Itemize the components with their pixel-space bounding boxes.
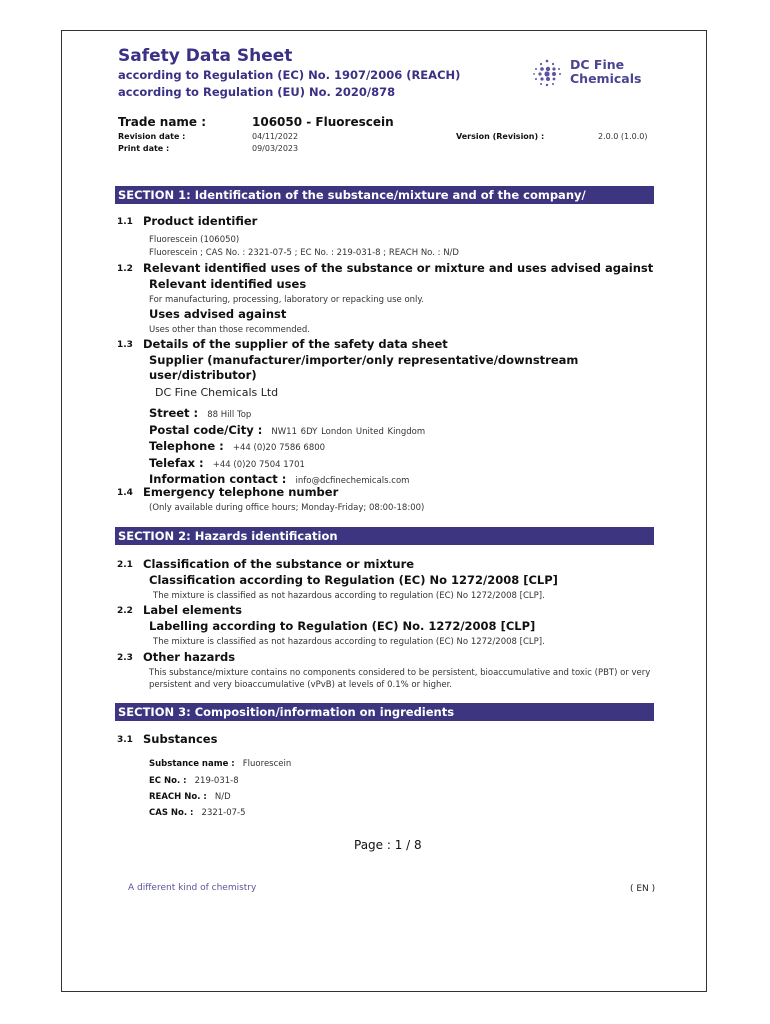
information-contact-email[interactable]: info@dcfinechemicals.com: [295, 476, 410, 486]
print-date-label: Print date :: [118, 144, 170, 153]
logo-line-2: Chemicals: [570, 71, 642, 86]
regulation-reach: according to Regulation (EC) No. 1907/2006 (REACH): [118, 68, 461, 82]
product-identifier-line-1: Fluorescein (106050): [149, 235, 240, 245]
regulation-eu: according to Regulation (EU) No. 2020/878: [118, 85, 396, 99]
supplier-company-name: DC Fine Chemicals Ltd: [155, 386, 279, 399]
identified-uses-heading: Relevant identified uses: [149, 277, 307, 291]
other-hazards-text-line-2: persistent and very bioaccumulative (vPvB) at levels of 0.1% or higher.: [149, 680, 452, 690]
classification-clp-text: The mixture is classified as not hazardous according to regulation (EC) No 1272/2008 [CLP].: [153, 591, 545, 601]
telefax-value: +44 (0)20 7504 1701: [212, 460, 305, 470]
information-contact-label: Information contact :: [149, 472, 287, 486]
identified-uses-text: For manufacturing, processing, laboratory or repacking use only.: [149, 295, 424, 305]
section-1-4-number: 1.4: [117, 488, 133, 498]
section-1-2-title: Relevant identified uses of the substance or mixture and uses advised against: [143, 261, 654, 275]
reach-number-label: REACH No. :: [149, 792, 207, 802]
section-1-3-number: 1.3: [117, 340, 133, 350]
trade-name-value: 106050 - Fluorescein: [252, 115, 394, 129]
revision-date-label: Revision date :: [118, 132, 186, 141]
document-title: Safety Data Sheet: [118, 46, 293, 66]
labelling-clp-heading: Labelling according to Regulation (EC) No. 1272/2008 [CLP]: [149, 619, 536, 633]
telefax-label: Telefax :: [149, 456, 204, 470]
substance-name-value: Fluorescein: [242, 759, 292, 769]
section-1-1-title: Product identifier: [143, 214, 258, 228]
uses-advised-against-text: Uses other than those recommended.: [149, 325, 310, 335]
section-2-2-number: 2.2: [117, 606, 133, 616]
postal-value: NW11 6DY London United Kingdom: [271, 427, 426, 437]
product-identifier-line-2: Fluorescein ; CAS No. : 2321-07-5 ; EC No. : 219-031-8 ; REACH No. : N/D: [149, 248, 459, 258]
reach-number-value: N/D: [214, 792, 231, 802]
supplier-heading-line-1: Supplier (manufacturer/importer/only representative/downstream: [149, 353, 579, 367]
revision-date-value: 04/11/2022: [252, 132, 299, 141]
section-2-header: SECTION 2: Hazards identification: [115, 527, 654, 545]
section-3-1-title: Substances: [143, 732, 218, 746]
version-value: 2.0.0 (1.0.0): [598, 132, 648, 141]
street-value: 88 Hill Top: [207, 410, 252, 420]
section-2-2-title: Label elements: [143, 603, 242, 617]
section-3-1-number: 3.1: [117, 735, 133, 745]
cas-number-value: 2321-07-5: [201, 808, 246, 818]
logo-line-1: DC Fine: [570, 57, 625, 72]
telephone-value: +44 (0)20 7586 6800: [232, 443, 326, 453]
print-date-value: 09/03/2023: [252, 144, 299, 153]
section-1-header: SECTION 1: Identification of the substance/mixture and of the company/ undertaking: [115, 186, 654, 204]
other-hazards-text-line-1: This substance/mixture contains no components considered to be persistent, bioaccumulative and toxic (PBT) or very: [149, 668, 651, 678]
section-3-header: SECTION 3: Composition/information on ingredients: [115, 703, 654, 721]
section-2-1-title: Classification of the substance or mixture: [143, 557, 415, 571]
section-2-3-title: Other hazards: [143, 650, 236, 664]
molecule-dots-icon: [532, 58, 562, 88]
telephone-label: Telephone :: [149, 439, 224, 453]
version-label: Version (Revision) :: [456, 132, 545, 141]
page-number: Page : 1 / 8: [354, 838, 422, 852]
emergency-hours-text: (Only available during office hours; Monday-Friday; 08:00-18:00): [149, 503, 425, 513]
cas-number-row: [149, 800, 246, 819]
cas-number-label: CAS No. :: [149, 808, 194, 818]
company-logo: [532, 56, 644, 90]
supplier-heading-line-2: user/distributor): [149, 368, 257, 382]
classification-clp-heading: Classification according to Regulation (EC) No 1272/2008 [CLP]: [149, 573, 558, 587]
section-1-3-title: Details of the supplier of the safety data sheet: [143, 337, 448, 351]
section-2-3-number: 2.3: [117, 653, 133, 663]
trade-name-label: Trade name :: [118, 115, 207, 129]
section-2-1-number: 2.1: [117, 560, 133, 570]
substance-name-label: Substance name :: [149, 759, 235, 769]
section-1-1-number: 1.1: [117, 217, 133, 227]
footer-tagline: A different kind of chemistry: [128, 883, 257, 893]
section-1-2-number: 1.2: [117, 264, 133, 274]
uses-advised-against-heading: Uses advised against: [149, 307, 287, 321]
street-label: Street :: [149, 406, 199, 420]
footer-language: ( EN ): [630, 884, 656, 894]
logo-wordmark: [570, 58, 641, 86]
postal-label: Postal code/City :: [149, 423, 263, 437]
ec-number-label: EC No. :: [149, 776, 187, 786]
section-1-4-title: Emergency telephone number: [143, 485, 339, 499]
ec-number-value: 219-031-8: [194, 776, 239, 786]
labelling-clp-text: The mixture is classified as not hazardous according to regulation (EC) No 1272/2008 [CLP].: [153, 637, 545, 647]
